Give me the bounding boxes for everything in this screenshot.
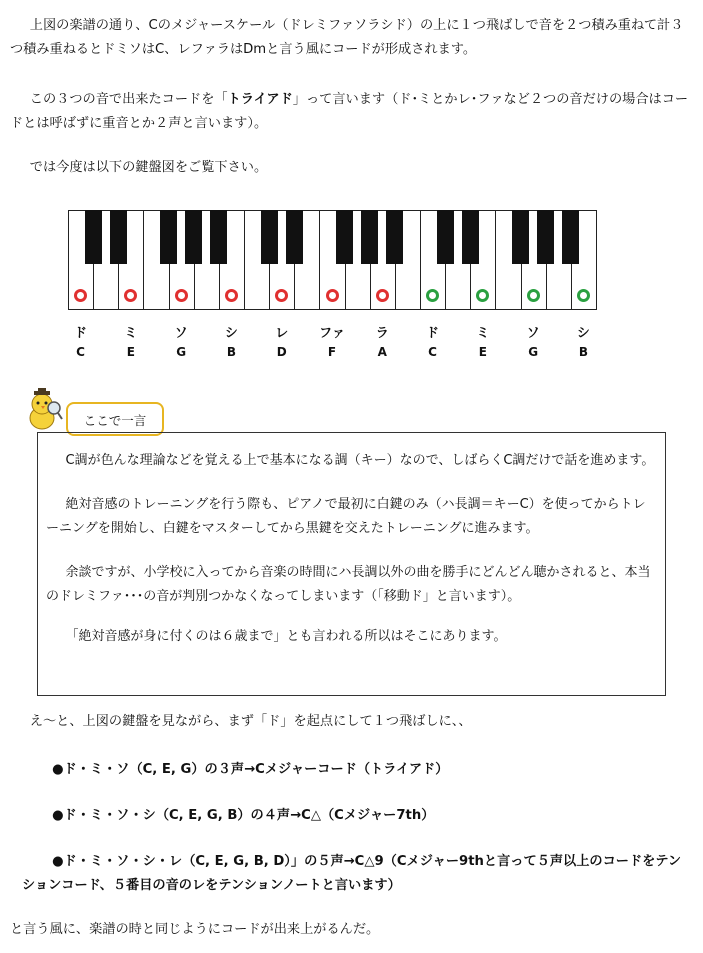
- note-letter-label: B: [226, 345, 236, 359]
- note-letter-label: G: [176, 345, 187, 359]
- note-marker-green: [527, 289, 540, 302]
- note-kana-label: レ: [275, 326, 289, 341]
- note-kana-label: シ: [576, 326, 590, 341]
- paragraph-chord-formation: 上図の楽譜の通り、Cのメジャースケール（ドレミファソラシド）の上に１つ飛ばしで音を２つ積み重ねて計３つ積み重ねるとドミソはC、レファラはDmと言う風にコードが形成されます。: [10, 18, 684, 57]
- note-age-six: 「絶対音感が身に付くのは６歳まで」とも言われる所以はそこにあります。: [65, 629, 507, 644]
- note-c-key: C調が色んな理論などを覚える上で基本になる調（キー）なので、しばらくC調だけで話を進めます。: [65, 453, 655, 468]
- black-key: [361, 210, 378, 264]
- black-key: [210, 210, 227, 264]
- note-letter-label: E: [478, 345, 487, 359]
- black-key: [437, 210, 454, 264]
- paragraph-triad: [10, 88, 690, 136]
- black-key: [185, 210, 202, 264]
- black-key: [386, 210, 403, 264]
- note-letter-label: F: [327, 345, 337, 359]
- note-letter-label: E: [126, 345, 135, 359]
- black-key: [261, 210, 278, 264]
- black-key: [462, 210, 479, 264]
- paragraph-closing: と言う風に、楽譜の時と同じようにコードが出来上がるんだ。: [10, 922, 380, 937]
- note-kana-label: シ: [224, 326, 238, 341]
- black-key: [562, 210, 579, 264]
- black-key: [110, 210, 127, 264]
- black-key: [286, 210, 303, 264]
- note-kana-label: ド: [426, 326, 440, 341]
- note-letter-label: C: [428, 345, 437, 359]
- black-key: [336, 210, 353, 264]
- note-kana-label: ファ: [319, 326, 345, 341]
- triad-explanation: 」って言います（ド･ミとかレ･ファなど２つの音だけの場合はコードとは呼ばずに重音とか２声と言います）。: [10, 92, 689, 131]
- note-box: [37, 432, 666, 696]
- note-letter-label: A: [377, 345, 387, 359]
- note-kana-label: ソ: [174, 326, 188, 341]
- note-marker-red: [225, 289, 238, 302]
- note-letter-label: B: [578, 345, 588, 359]
- note-letter-label: C: [76, 345, 85, 359]
- callout-tab: ここで一言: [66, 402, 164, 436]
- chord-line-maj9: ●ド・ミ・ソ・シ・レ（C, E, G, B, D）」の５声→C△9（Cメジャー9thと言って５声以上のコードをテンションコード、５番目の音のレをテンションノートと言います）: [22, 854, 682, 893]
- note-kana-label: ミ: [476, 326, 490, 341]
- black-key: [160, 210, 177, 264]
- note-marker-red: [376, 289, 389, 302]
- chord-line-maj7: ●ド・ミ・ソ・シ（C, E, G, B）の４声→C△（Cメジャー7th）: [52, 808, 435, 823]
- black-key: [537, 210, 554, 264]
- chord-line-triad: ●ド・ミ・ソ（C, E, G）の３声→Cメジャーコード（トライアド）: [52, 762, 449, 777]
- note-kana-label: ラ: [375, 326, 389, 341]
- note-marker-red: [175, 289, 188, 302]
- note-marker-red: [74, 289, 87, 302]
- note-training: 絶対音感のトレーニングを行う際も、ピアノで最初に白鍵のみ（ハ長調＝キーC）を使ってからトレーニングを開始し、白鍵をマスターしてから黒鍵を交えたトレーニングに進みます。: [46, 497, 646, 536]
- piano-keyboard: [68, 210, 596, 310]
- note-kana-label: ミ: [124, 326, 138, 341]
- note-marker-green: [577, 289, 590, 302]
- chick-with-magnifier-icon: [24, 388, 64, 432]
- black-key: [512, 210, 529, 264]
- paragraph-intro-chords: え～と、上図の鍵盤を見ながら、まず「ド」を起点にして１つ飛ばしに、、: [29, 714, 472, 729]
- triad-intro-text: この３つの音で出来たコードを「: [29, 92, 228, 107]
- triad-term: トライアド: [227, 92, 293, 107]
- black-key: [85, 210, 102, 264]
- paragraph-see-keyboard: では今度は以下の鍵盤図をご覧下さい。: [29, 160, 268, 175]
- note-letter-label: G: [528, 345, 539, 359]
- note-kana-label: ド: [74, 326, 88, 341]
- note-letter-label: D: [276, 345, 287, 359]
- note-marker-red: [326, 289, 339, 302]
- note-marker-green: [426, 289, 439, 302]
- note-digression: 余談ですが、小学校に入ってから音楽の時間にハ長調以外の曲を勝手にどんどん聴かされると、本当のドレミファ･･･の音が判別つかなくなってしまいます（「移動ド」と言います）。: [46, 565, 651, 604]
- note-kana-label: ソ: [526, 326, 540, 341]
